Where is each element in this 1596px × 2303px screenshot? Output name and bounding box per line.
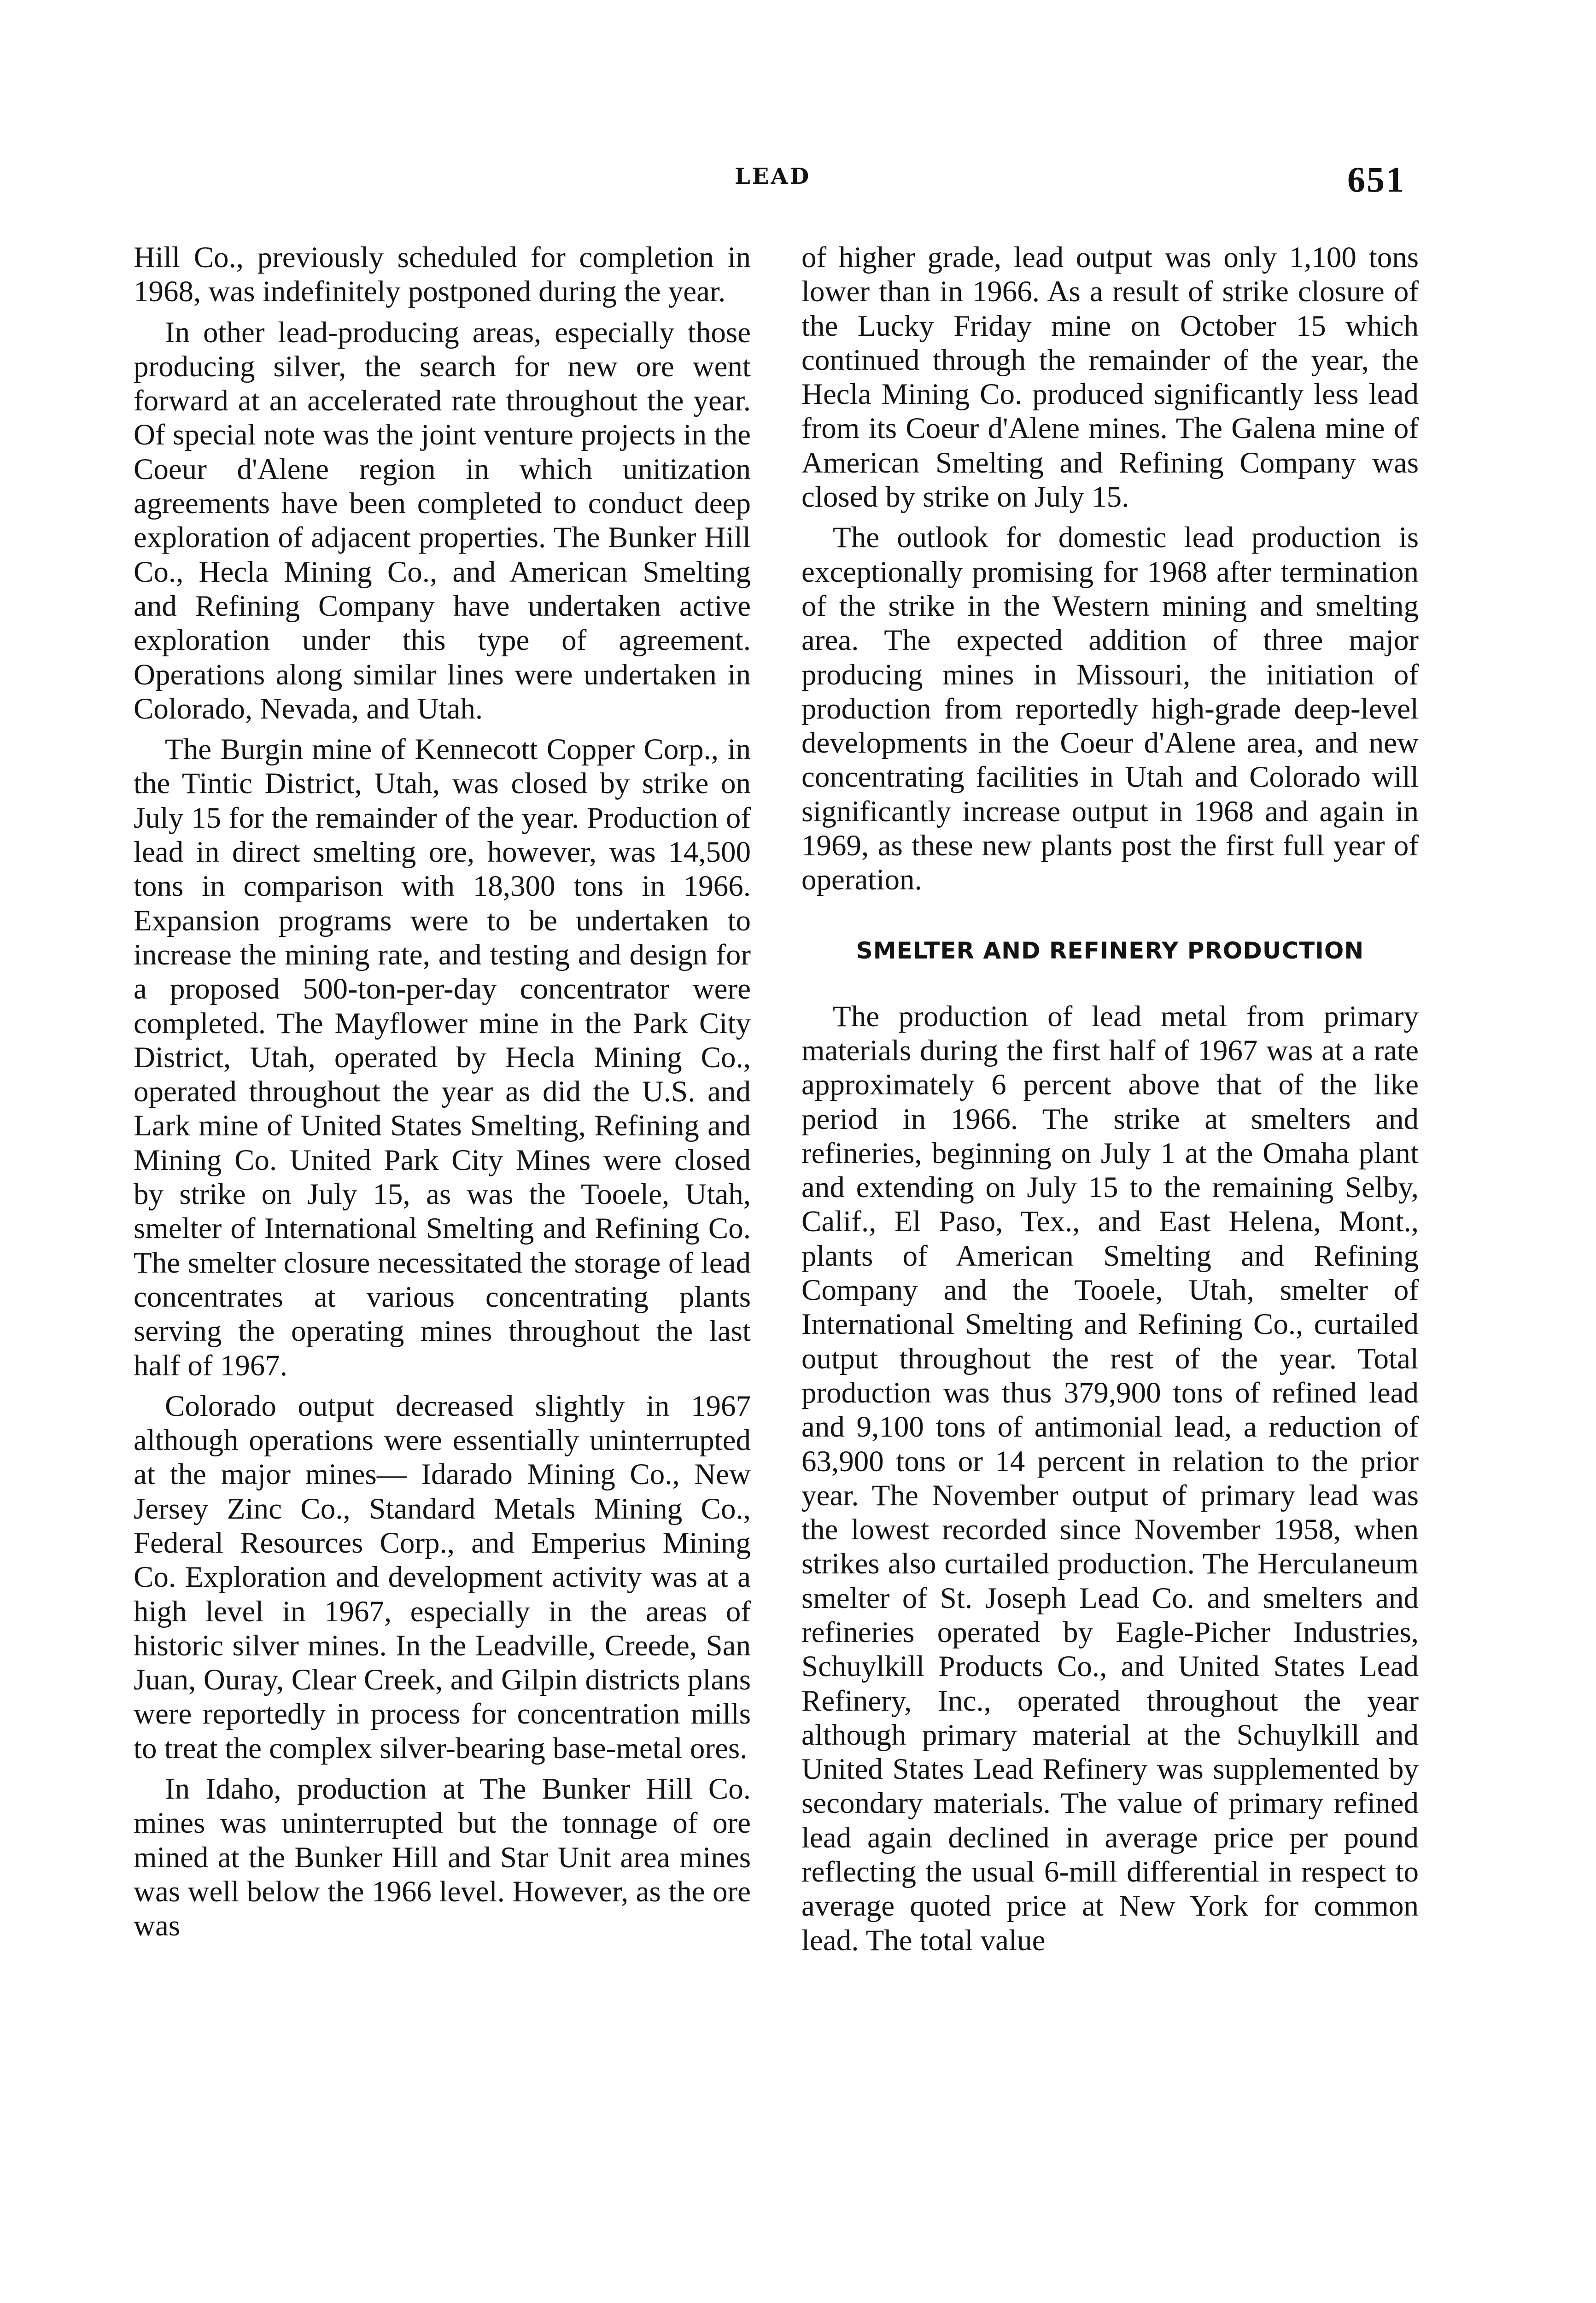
paragraph: The production of lead metal from primary materials during the first half of 1967 was at a rate approximately 6 percent above that of the like period in 1966. The strike at smelters and refineries, beginning on July 1 at the Omaha plant and extending on July 15 to the remaining Selby, Calif., El Paso, Tex., and East Helena, Mont., plants of American Smelting and Refining Company and the Tooele, Utah, smelter of International Smelting and Refining Co., curtailed output throughout the rest of the year. Total production was thus 379,900 tons of refined lead and 9,100 tons of antimonial lead, a reduction of 63,900 tons or 14 percent in relation to the prior year. The November output of primary lead was the lowest recorded since November 1958, when strikes also curtailed production. The Herculaneum smelter of St. Joseph Lead Co. and smelters and refineries operated by Eagle-Picher Industries, Schuylkill Products Co., and United States Lead Refinery, Inc., operated throughout the year although primary material at the Schuylkill and United States Lead Refinery was supplemented by secondary materials. The value of primary refined lead again declined in average price per pound reflecting the usual 6-mill differential in respect to average quoted price at New York for common lead. The total value [801, 1000, 1419, 1957]
left-column [134, 240, 751, 1943]
running-head: LEAD [735, 164, 811, 189]
paragraph: In other lead-producing areas, especially those producing silver, the search for new ore went forward at an accelerated rate throughout the year. Of special note was the joint venture projects in the Coeur d'Alene region in which unitization agreements have been completed to conduct deep exploration of adjacent properties. The Bunker Hill Co., Hecla Mining Co., and American Smelting and Refining Company have undertaken active exploration under this type of agreement. Operations along similar lines were undertaken in Colorado, Nevada, and Utah. [134, 316, 751, 725]
paragraph: In Idaho, production at The Bunker Hill Co. mines was uninterrupted but the tonnage of ore mined at the Bunker Hill and Star Unit area mines was well below the 1966 level. However, as the ore was [134, 1772, 751, 1943]
page-number: 651 [1347, 159, 1405, 199]
paragraph: Hill Co., previously scheduled for completion in 1968, was indefinitely postponed during the year. [134, 241, 751, 309]
paragraph: Colorado output decreased slightly in 1967 although operations were essentially uninterrupted at the major mines— Idarado Mining Co., New Jersey Zinc Co., Standard Metals Mining Co., Federal Resources Corp., and Emperius Mining Co. Exploration and development activity was at a high level in 1967, especially in the areas of historic silver mines. In the Leadville, Creede, San Juan, Ouray, Clear Creek, and Gilpin districts plans were reportedly in process for concentration mills to treat the complex silver-bearing base-metal ores. [134, 1389, 751, 1765]
right-column [801, 240, 1419, 1958]
section-heading: SMELTER AND REFINERY PRODUCTION [856, 937, 1364, 964]
paragraph: The Burgin mine of Kennecott Copper Corp., in the Tintic District, Utah, was closed by strike on July 15 for the remainder of the year. Production of lead in direct smelting ore, however, was 14,500 tons in comparison with 18,300 tons in 1966. Expansion programs were to be undertaken to increase the mining rate, and testing and design for a proposed 500-ton-per-day concentrator were completed. The Mayflower mine in the Park City District, Utah, operated by Hecla Mining Co., operated throughout the year as did the U.S. and Lark mine of United States Smelting, Refining and Mining Co. United Park City Mines were closed by strike on July 15, as was the Tooele, Utah, smelter of International Smelting and Refining Co. The smelter closure necessitated the storage of lead concentrates at various concentrating plants serving the operating mines throughout the last half of 1967. [134, 733, 751, 1382]
paragraph: The outlook for domestic lead production is exceptionally promising for 1968 after termination of the strike in the Western mining and smelting area. The expected addition of three major producing mines in Missouri, the initiation of production from reportedly high-grade deep-level developments in the Coeur d'Alene area, and new concentrating facilities in Utah and Colorado will significantly increase output in 1968 and again in 1969, as these new plants post the first full year of operation. [801, 521, 1419, 897]
paragraph: of higher grade, lead output was only 1,100 tons lower than in 1966. As a result of strike closure of the Lucky Friday mine on October 15 which continued through the remainder of the year, the Hecla Mining Co. produced significantly less lead from its Coeur d'Alene mines. The Galena mine of American Smelting and Refining Company was closed by strike on July 15. [801, 241, 1419, 514]
